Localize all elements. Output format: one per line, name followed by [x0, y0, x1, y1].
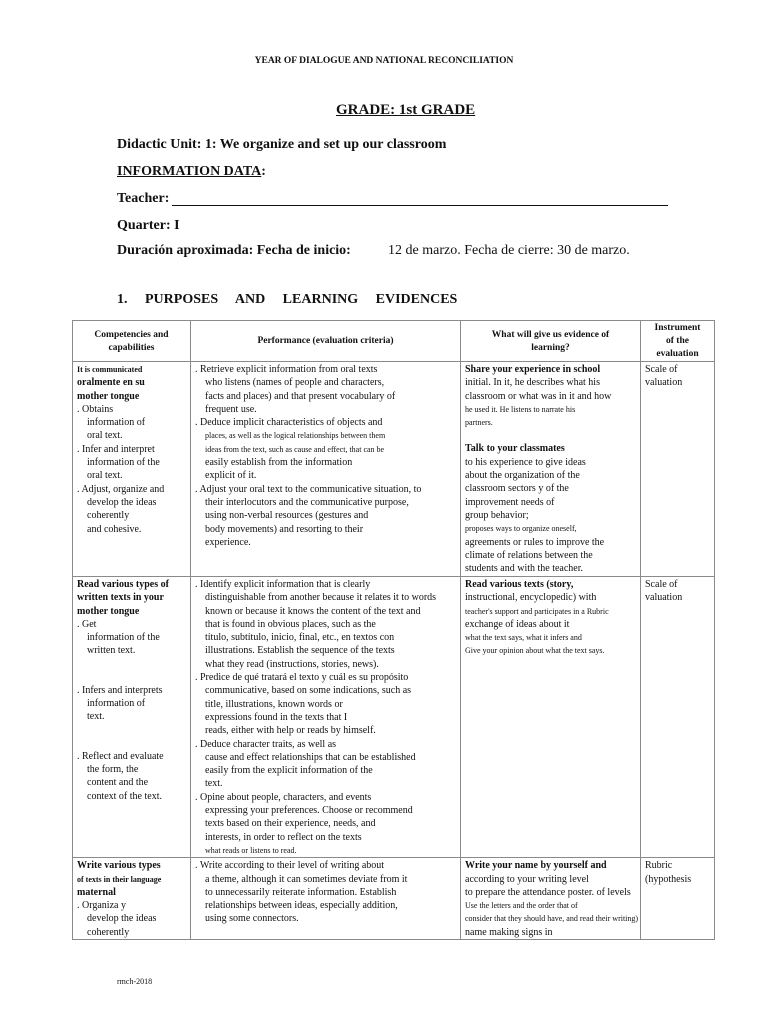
cell-line: . Retrieve explicit information from oral texts: [195, 364, 378, 375]
header-line: Instrument: [654, 323, 701, 333]
cell-line: using non-verbal resources (gestures and: [205, 510, 369, 522]
grade-title: GRADE: 1st GRADE: [336, 102, 476, 118]
cell-line: classroom or what was in it and how: [465, 390, 612, 402]
cell-line: maternal: [77, 886, 116, 898]
cell-line: a theme, although it can sometimes deviate from it: [205, 873, 408, 885]
cell-line: places, as well as the logical relationships between them: [205, 431, 386, 441]
cell-line: develop the ideas: [87, 913, 157, 925]
cell-line: . Write according to their level of writing about: [195, 860, 385, 872]
cell-line: improvement needs of: [465, 496, 555, 508]
cell-line: distinguishable from another because it relates it to words: [205, 592, 437, 604]
cell-line: [77, 737, 186, 750]
cell-line: . Deduce implicit characteristics of objects and: [195, 417, 383, 429]
cell-line: communicative, based on some indications, such as: [205, 685, 412, 697]
cell-line: easily establish from the information: [205, 457, 353, 469]
cell-line: Rubric: [645, 860, 673, 872]
cell-line: cause and effect relationships that can be established: [205, 751, 416, 763]
cell-line: . Infers and interprets: [77, 684, 163, 696]
evidence-cell: [461, 858, 641, 940]
cell-line: what reads or listens to read.: [205, 845, 297, 855]
performance-cell: [191, 362, 461, 577]
cell-line: about the organization of the: [465, 470, 580, 482]
cell-line: (hypothesis: [645, 873, 692, 885]
cell-line: proposes ways to organize oneself,: [465, 524, 577, 534]
cell-line: using some connectors.: [205, 913, 299, 925]
information-data-label: INFORMATION DATA: [117, 164, 262, 179]
cell-line: . Deduce character traits, as well as: [195, 738, 337, 750]
cell-line: Use the letters and the order that of: [465, 901, 578, 911]
cell-line: written texts in your: [77, 592, 164, 604]
cell-line: of texts in their language: [77, 874, 162, 884]
header-performance: [191, 321, 461, 362]
header-line: Competencies and: [94, 329, 169, 340]
cell-line: information of: [87, 698, 146, 710]
cell-line: [77, 671, 186, 684]
table-row: [73, 577, 715, 858]
cell-line: Write your name by yourself and: [465, 860, 607, 872]
cell-line: group behavior;: [465, 509, 529, 521]
cell-line: . Obtains: [77, 403, 114, 415]
cell-line: [465, 429, 636, 442]
cell-line: illustrations. Establish the sequence of the texts: [205, 645, 395, 657]
cell-line: text.: [205, 778, 223, 790]
header-line: capabilities: [108, 342, 155, 353]
cell-line: experience.: [205, 536, 251, 548]
section-title: 1. PURPOSES AND LEARNING EVIDENCES: [117, 292, 458, 307]
instrument-cell: [641, 362, 715, 577]
table-row: [73, 362, 715, 577]
cell-line: known or because it knows the content of the text and: [205, 605, 421, 617]
cell-line: he used it. He listens to narrate his: [465, 404, 576, 414]
cell-line: interests, in order to reflect on the texts: [205, 831, 362, 843]
cell-line: [77, 724, 186, 737]
year-title: YEAR OF DIALOGUE AND NATIONAL RECONCILIATION: [254, 56, 514, 66]
cell-line: climate of relations between the: [465, 549, 593, 561]
quarter: Quarter: I: [117, 218, 180, 233]
header-line: evaluation: [656, 349, 699, 359]
cell-line: . Identify explicit information that is clearly: [195, 579, 371, 590]
cell-line: frequent use.: [205, 403, 257, 415]
cell-line: facts and places) and that present vocabulary of: [205, 390, 396, 402]
header-line: What will give us evidence of: [491, 329, 610, 340]
header-competencies: [73, 321, 191, 362]
competencies-cell: [73, 858, 191, 940]
cell-line: . Opine about people, characters, and events: [195, 791, 372, 803]
cell-line: expressions found in the texts that I: [205, 711, 348, 723]
didactic-unit: Didactic Unit: 1: We organize and set up our classroom: [117, 137, 447, 152]
cell-line: valuation: [645, 592, 683, 604]
cell-line: what they read (instructions, stories, news).: [205, 658, 379, 670]
duration-value: 12 de marzo. Fecha de cierre: 30 de marzo.: [388, 243, 630, 258]
cell-line: . Adjust, organize and: [77, 483, 165, 495]
cell-line: information of the: [87, 632, 160, 644]
learning-evidence-table: [72, 320, 715, 940]
cell-line: Write various types: [77, 860, 161, 872]
cell-line: [77, 658, 186, 671]
cell-line: expressing your preferences. Choose or recommend: [205, 805, 413, 817]
cell-line: consider that they should have, and read their writing): [465, 914, 639, 924]
cell-line: oral text.: [87, 430, 123, 442]
cell-line: easily from the explicit information of the: [205, 765, 373, 777]
cell-line: who listens (names of people and characters,: [205, 377, 385, 389]
cell-line: coherently: [87, 510, 130, 522]
cell-line: valuation: [645, 377, 683, 389]
cell-line: to his experience to give ideas: [465, 456, 586, 468]
evidence-cell: [461, 362, 641, 577]
cell-line: information of: [87, 417, 146, 429]
performance-cell: [191, 858, 461, 940]
cell-line: . Predice de qué tratará el texto y cuál es su propósito: [195, 672, 409, 684]
cell-line: relationships between ideas, especially addition,: [205, 900, 398, 912]
cell-line: initial. In it, he describes what his: [465, 377, 600, 389]
cell-line: . Adjust your oral text to the communicative situation, to: [195, 483, 422, 495]
cell-line: explicit of it.: [205, 470, 257, 482]
instrument-cell: [641, 577, 715, 858]
cell-line: classroom sectors y of the: [465, 483, 569, 495]
header-evidence: [461, 321, 641, 362]
cell-line: text.: [87, 711, 105, 723]
cell-line: teacher's support and participates in a Rubric: [465, 606, 609, 616]
cell-line: students and with the teacher.: [465, 563, 584, 575]
header-line: learning?: [531, 342, 570, 353]
cell-line: Talk to your classmates: [465, 443, 565, 455]
cell-line: exchange of ideas about it: [465, 618, 570, 630]
header-instrument: [641, 321, 715, 362]
footer-code: rmch-2018: [117, 977, 153, 986]
cell-line: . Organiza y: [77, 900, 126, 912]
cell-line: that is found in obvious places, such as the: [205, 618, 376, 630]
cell-line: agreements or rules to improve the: [465, 536, 605, 548]
cell-line: Give your opinion about what the text says.: [465, 646, 605, 656]
cell-line: . Infer and interpret: [77, 443, 155, 455]
cell-line: partners.: [465, 418, 493, 428]
cell-line: ideas from the text, such as cause and effect, that can be: [205, 444, 385, 454]
table-row: [73, 858, 715, 940]
cell-line: Share your experience in school: [465, 364, 601, 375]
cell-line: name making signs in: [465, 926, 553, 938]
cell-line: their interlocutors and the communicative purpose,: [205, 496, 409, 508]
cell-line: Read various texts (story,: [465, 579, 574, 590]
cell-line: information of the: [87, 457, 160, 469]
header-line: Performance (evaluation criteria): [257, 336, 394, 346]
cell-line: according to your writing level: [465, 873, 589, 885]
cell-line: título, subtítulo, inicio, final, etc., en textos con: [205, 632, 395, 644]
cell-line: title, illustrations, known words or: [205, 698, 343, 710]
cell-line: oralmente en su: [77, 377, 145, 389]
cell-line: coherently: [87, 926, 130, 938]
cell-line: It is communicated: [77, 365, 143, 374]
cell-line: . Get: [77, 618, 97, 630]
duration-label: Duración aproximada: Fecha de inicio:: [117, 243, 351, 258]
instrument-cell: [641, 858, 715, 940]
header-line: of the: [666, 336, 689, 346]
cell-line: the form, the: [87, 763, 139, 775]
cell-line: . Reflect and evaluate: [77, 750, 164, 762]
cell-line: Scale of: [645, 364, 678, 375]
cell-line: to prepare the attendance poster. of levels: [465, 886, 631, 898]
cell-line: texts based on their experience, needs, and: [205, 818, 376, 830]
cell-line: context of the text.: [87, 790, 162, 802]
cell-line: Read various types of: [77, 579, 169, 590]
cell-line: instructional, encyclopedic) with: [465, 592, 597, 604]
table-body: [73, 362, 715, 940]
cell-line: content and the: [87, 777, 149, 789]
cell-line: mother tongue: [77, 390, 140, 402]
cell-line: body movements) and resorting to their: [205, 523, 364, 535]
competencies-cell: [73, 362, 191, 577]
information-data-heading: INFORMATION DATA:: [117, 164, 266, 179]
cell-line: develop the ideas: [87, 496, 157, 508]
cell-line: to unnecessarily reiterate information. Establish: [205, 886, 397, 898]
evidence-cell: [461, 577, 641, 858]
competencies-cell: [73, 577, 191, 858]
cell-line: and cohesive.: [87, 523, 142, 535]
cell-line: reads, either with help or reads by himself.: [205, 725, 376, 737]
cell-line: Scale of: [645, 579, 678, 590]
teacher-label: Teacher:: [117, 191, 170, 206]
teacher-blank-line: [172, 205, 668, 206]
performance-cell: [191, 577, 461, 858]
cell-line: oral text.: [87, 470, 123, 482]
cell-line: what the text says, what it infers and: [465, 633, 582, 643]
cell-line: mother tongue: [77, 605, 140, 617]
table-header-row: [73, 321, 715, 362]
cell-line: written text.: [87, 645, 136, 657]
